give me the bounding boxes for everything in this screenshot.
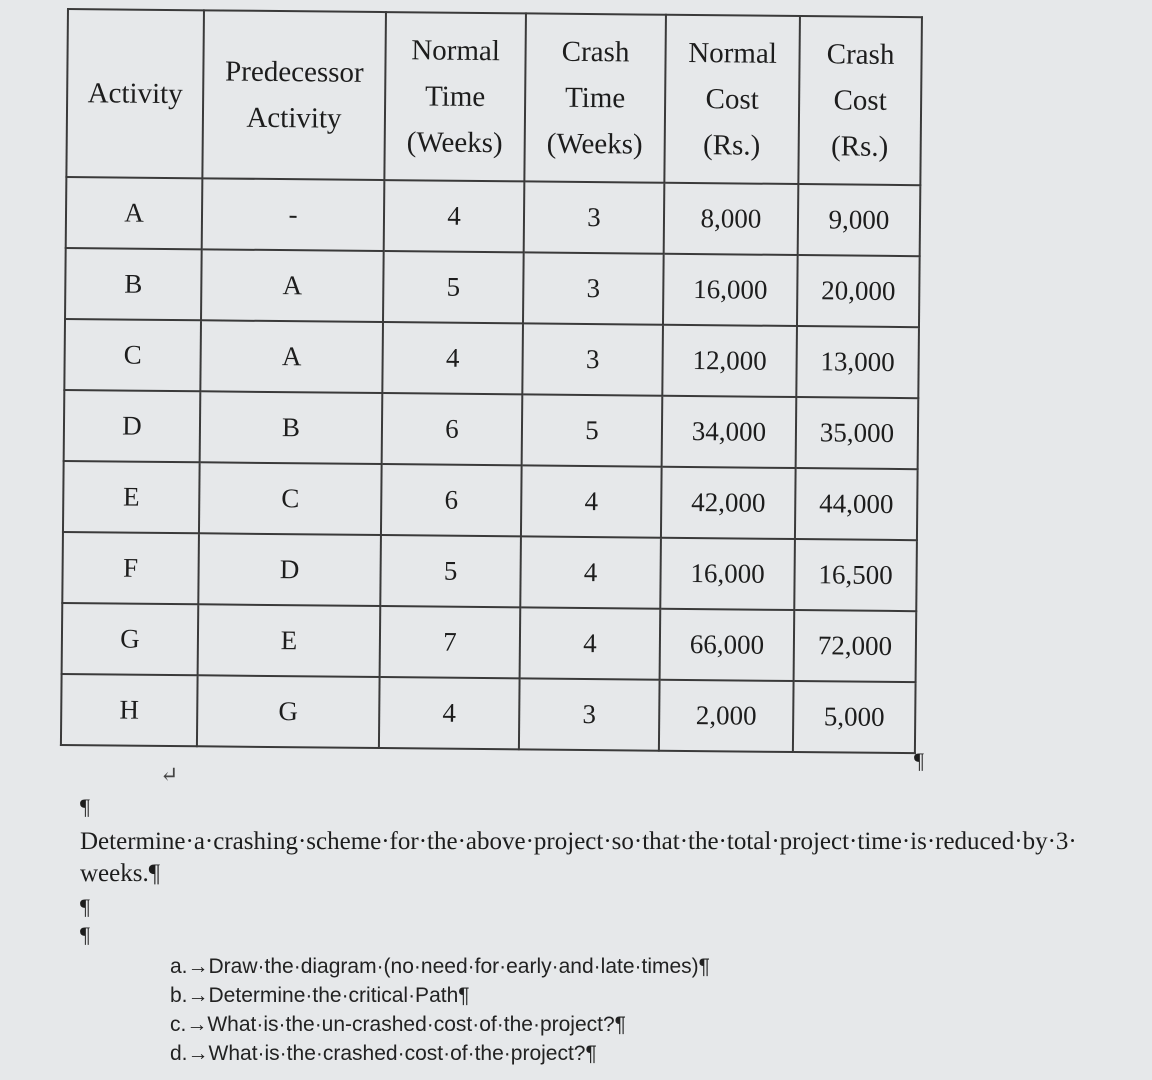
cell-predecessor: B bbox=[200, 391, 383, 464]
cell-normal-cost: 42,000 bbox=[661, 467, 796, 539]
header-normal-time: Normal Time (Weeks) bbox=[384, 12, 526, 181]
cell-crash-cost: 72,000 bbox=[794, 610, 917, 682]
header-normal-cost: Normal Cost (Rs.) bbox=[664, 15, 800, 184]
question-d: d.→What·is·the·crashed·cost·of·the·project?¶ bbox=[170, 1042, 597, 1065]
cell-predecessor: G bbox=[197, 675, 380, 748]
cell-crash-cost: 20,000 bbox=[797, 255, 920, 327]
activity-table bbox=[60, 8, 923, 754]
cell-predecessor: C bbox=[199, 462, 382, 535]
cell-activity: A bbox=[66, 177, 203, 249]
cell-normal-cost: 2,000 bbox=[659, 680, 794, 752]
table-row bbox=[63, 461, 918, 540]
header-crash-cost: Crash Cost (Rs.) bbox=[798, 16, 922, 185]
cell-normal-time: 5 bbox=[380, 535, 521, 607]
cell-crash-time: 5 bbox=[522, 394, 663, 466]
question-c: c.→What·is·the·un-crashed·cost·of·the·project?¶ bbox=[170, 1013, 626, 1036]
table-row bbox=[66, 177, 921, 256]
table-row bbox=[64, 319, 919, 398]
question-a: a.→Draw·the·diagram·(no·need·for·early·and·late·times)¶ bbox=[170, 955, 710, 978]
cell-crash-cost: 35,000 bbox=[796, 397, 919, 469]
table-row bbox=[64, 390, 919, 469]
instruction-paragraph: Determine·a·crashing·scheme·for·the·above·project·so·that·the·total·project·time·is·reduced·by·3· weeks.¶ bbox=[80, 828, 1077, 887]
cell-normal-time: 4 bbox=[384, 180, 525, 252]
cell-crash-cost: 9,000 bbox=[798, 184, 921, 256]
cell-activity: F bbox=[62, 532, 199, 604]
cell-crash-cost: 16,500 bbox=[794, 539, 917, 611]
cell-crash-time: 4 bbox=[521, 465, 662, 537]
cell-normal-cost: 66,000 bbox=[660, 609, 795, 681]
pilcrow-mark: ¶ bbox=[914, 748, 924, 773]
pilcrow-mark: ¶ bbox=[80, 794, 90, 819]
cell-crash-time: 3 bbox=[519, 678, 660, 750]
cell-normal-cost: 8,000 bbox=[664, 183, 799, 255]
pilcrow-mark: ¶ bbox=[80, 894, 90, 919]
cell-crash-time: 3 bbox=[524, 181, 665, 253]
cell-crash-time: 3 bbox=[522, 323, 663, 395]
cell-normal-cost: 34,000 bbox=[662, 396, 797, 468]
question-b: b.→Determine·the·critical·Path¶ bbox=[170, 984, 470, 1007]
table-header-row bbox=[66, 9, 922, 185]
header-predecessor: Predecessor Activity bbox=[202, 10, 386, 180]
cell-predecessor: - bbox=[202, 178, 385, 251]
cell-crash-time: 4 bbox=[520, 607, 661, 679]
cell-crash-cost: 13,000 bbox=[796, 326, 919, 398]
cell-predecessor: D bbox=[198, 533, 381, 606]
header-crash-time: Crash Time (Weeks) bbox=[524, 13, 666, 182]
cell-activity: E bbox=[63, 461, 200, 533]
cell-activity: G bbox=[62, 603, 199, 675]
cell-normal-time: 6 bbox=[381, 464, 522, 536]
cell-normal-time: 6 bbox=[382, 393, 523, 465]
cell-normal-time: 5 bbox=[383, 251, 524, 323]
cell-normal-cost: 12,000 bbox=[662, 325, 797, 397]
cell-crash-time: 3 bbox=[523, 252, 664, 324]
cell-activity: C bbox=[64, 319, 201, 391]
cell-crash-time: 4 bbox=[520, 536, 661, 608]
pilcrow-mark: ¶ bbox=[80, 922, 90, 947]
cell-activity: D bbox=[64, 390, 201, 462]
cell-activity: H bbox=[61, 674, 198, 746]
table-row bbox=[61, 674, 916, 753]
cell-crash-cost: 5,000 bbox=[793, 681, 916, 753]
question-list bbox=[170, 952, 710, 1068]
cell-predecessor: E bbox=[198, 604, 381, 677]
return-icon: ↵ bbox=[160, 762, 179, 787]
cell-normal-time: 4 bbox=[382, 322, 523, 394]
table-row bbox=[62, 603, 917, 682]
cell-normal-time: 4 bbox=[379, 677, 520, 749]
table-row bbox=[62, 532, 917, 611]
cell-activity: B bbox=[65, 248, 202, 320]
cell-predecessor: A bbox=[201, 249, 384, 322]
header-activity: Activity bbox=[66, 9, 204, 178]
cell-predecessor: A bbox=[200, 320, 383, 393]
cell-normal-cost: 16,000 bbox=[663, 254, 798, 326]
table-row bbox=[65, 248, 920, 327]
cell-normal-cost: 16,000 bbox=[660, 538, 795, 610]
cell-crash-cost: 44,000 bbox=[795, 468, 918, 540]
cell-normal-time: 7 bbox=[380, 606, 521, 678]
